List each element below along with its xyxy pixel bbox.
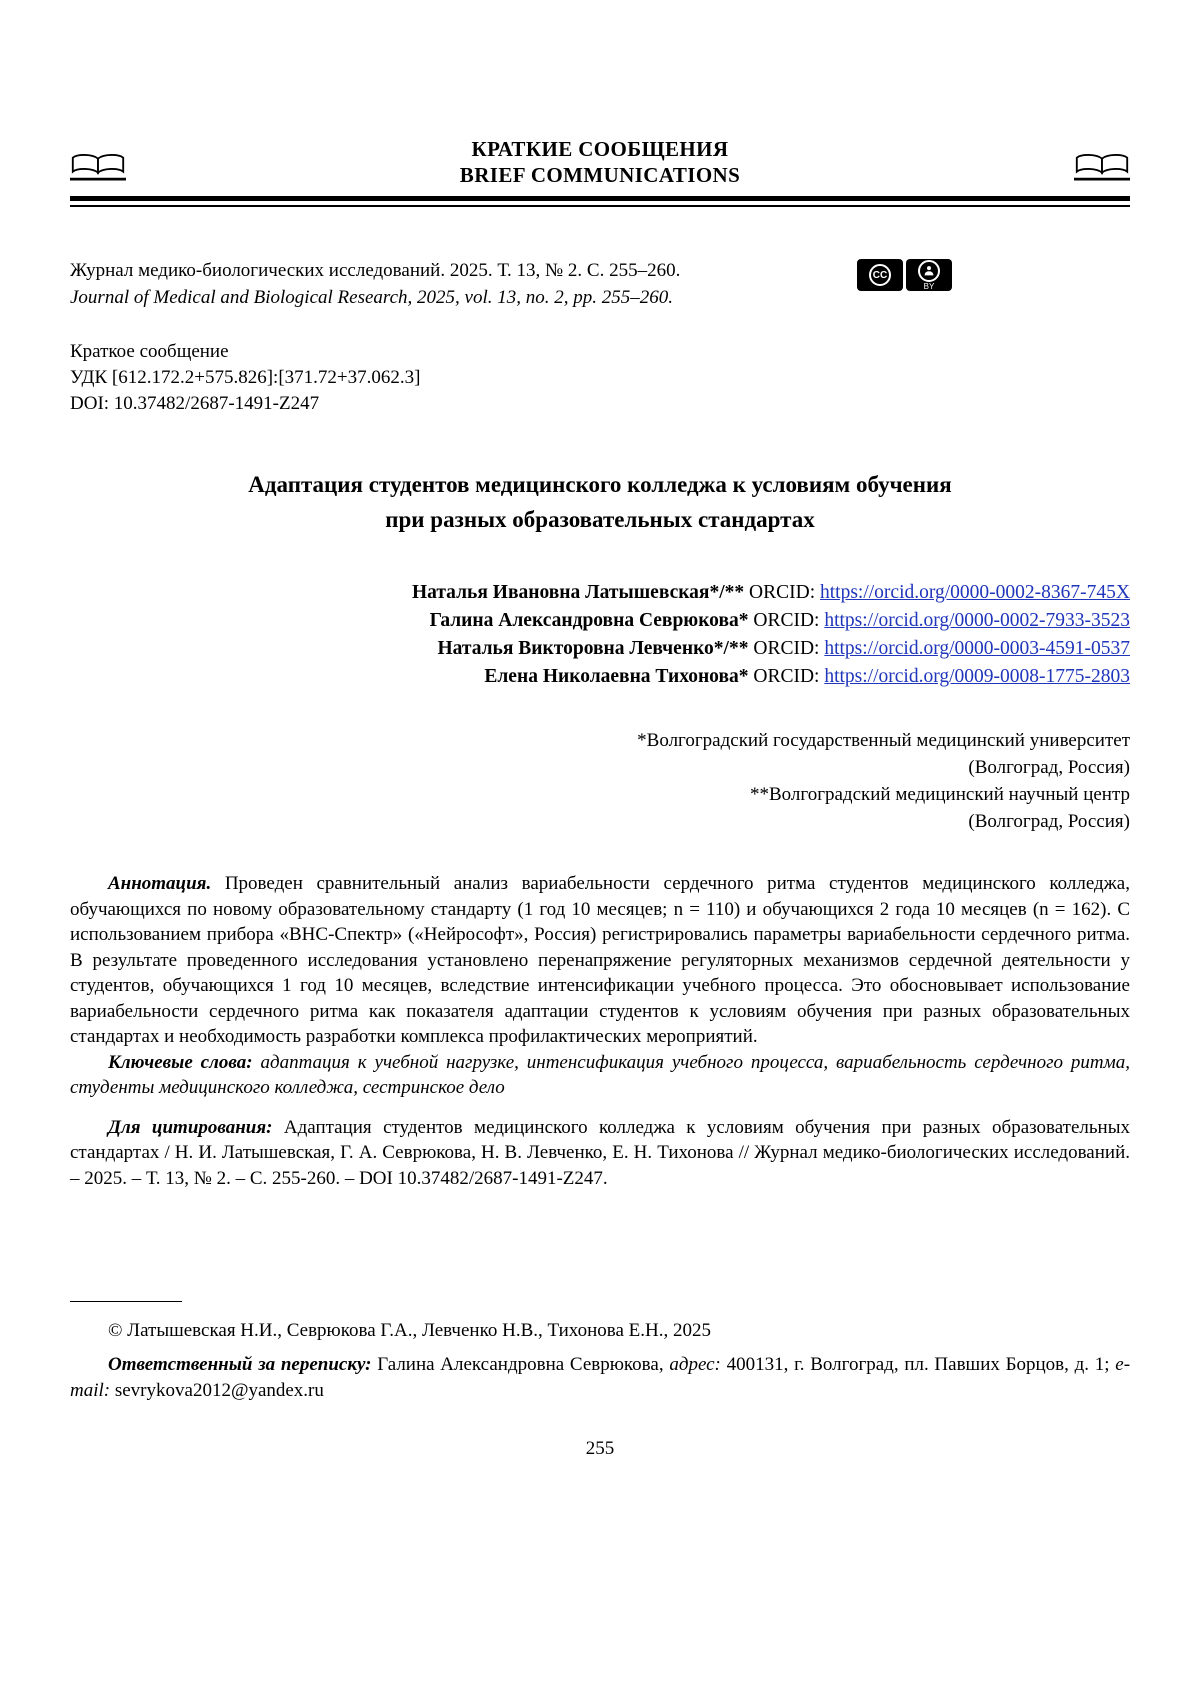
article-title-line2: при разных образовательных стандартах — [385, 507, 815, 532]
open-book-icon — [70, 152, 126, 188]
header-divider — [70, 196, 1130, 207]
citation-label: Для цитирования: — [108, 1116, 273, 1138]
email-value: sevrykova2012@yandex.ru — [114, 1380, 324, 1401]
address-label: адрес: — [669, 1354, 721, 1375]
doi: DOI: 10.37482/2687-1491-Z247 — [70, 393, 320, 414]
orcid-link[interactable]: https://orcid.org/0000-0002-8367-745X — [820, 582, 1130, 603]
page-footer — [70, 1301, 1130, 1460]
for-citation — [70, 1115, 1130, 1192]
author-name: Елена Николаевна Тихонова* — [484, 666, 749, 687]
page-header — [70, 0, 1130, 188]
authors-block — [70, 579, 1130, 691]
cc-by-person-icon — [906, 259, 952, 291]
copyright-line: © Латышевская Н.И., Севрюкова Г.А., Левченко Н.В., Тихонова Е.Н., 2025 — [108, 1320, 711, 1341]
article-title — [70, 467, 1130, 537]
author-line — [70, 579, 1130, 607]
author-name: Галина Александровна Севрюкова* — [429, 610, 749, 631]
orcid-label: ORCID: — [753, 638, 820, 659]
page-number: 255 — [585, 1438, 615, 1459]
affiliation-line: *Волгоградский государственный медицинский университет — [637, 730, 1130, 751]
orcid-link[interactable]: https://orcid.org/0009-0008-1775-2803 — [824, 666, 1130, 687]
orcid-label: ORCID: — [753, 666, 820, 687]
footnote-divider — [70, 1301, 182, 1302]
correspondence-line — [70, 1352, 1130, 1404]
orcid-link[interactable]: https://orcid.org/0000-0002-7933-3523 — [824, 610, 1130, 631]
abstract-label: Аннотация. — [108, 873, 212, 894]
correspondence-label: Ответственный за переписку: — [108, 1354, 372, 1375]
keywords-text: адаптация к учебной нагрузке, интенсификация учебного процесса, вариабельность сердечного ритма, студенты медицинского колледжа, сестринское дело — [70, 1051, 1131, 1098]
open-book-icon — [1074, 152, 1130, 188]
orcid-label: ORCID: — [749, 582, 816, 603]
orcid-link[interactable]: https://orcid.org/0000-0003-4591-0537 — [824, 638, 1130, 659]
by-label: BY — [923, 281, 935, 291]
journal-meta — [70, 257, 1130, 311]
email-label: e-mail: — [70, 1354, 1131, 1401]
orcid-label: ORCID: — [753, 610, 820, 631]
cc-by-license-badge — [857, 259, 952, 291]
section-heading — [126, 136, 1074, 188]
author-line — [70, 635, 1130, 663]
cc-label: CC — [872, 269, 888, 281]
section-heading-ru: КРАТКИЕ СООБЩЕНИЯ — [471, 137, 729, 161]
keywords-label: Ключевые слова: — [108, 1051, 253, 1073]
cc-logo — [857, 259, 903, 291]
author-line — [70, 663, 1130, 691]
affiliation-line: (Волгоград, Россия) — [968, 811, 1130, 832]
udk: УДК [612.172.2+575.826]:[371.72+37.062.3] — [70, 367, 421, 388]
author-line — [70, 607, 1130, 635]
correspondence-name: Галина Александровна Севрюкова, — [377, 1354, 664, 1375]
article-type: Краткое сообщение — [70, 341, 229, 362]
article-meta — [70, 339, 1130, 417]
abstract-text: Проведен сравнительный анализ вариабельности сердечного ритма студентов медицинского колледжа, обучающихся по новому образовательному стандарту (1 год 10 месяцев; n = 110) и обучающихся 2 года 10 месяцев (n = 162). С использованием прибора «ВНС-Спектр» («Нейрософт», Россия) регистрировались параметры вариабельности сердечного ритма. В результате проведенного исследования установлено перенапряжение регуляторных механизмов сердечной деятельности у студентов, обучающихся 1 год 10 месяцев, вследствие интенсификации учебного процесса. Это обосновывает использование вариабельности сердечного ритма как показателя адаптации студентов к условиям обучения при разных образовательных стандартах и необходимость разработки комплекса профилактических мероприятий. — [70, 873, 1130, 1047]
affiliation-line: (Волгоград, Россия) — [968, 757, 1130, 778]
address-value: 400131, г. Волгоград, пл. Павших Борцов, д. 1; — [726, 1354, 1110, 1375]
citation-text: Адаптация студентов медицинского колледжа к условиям обучения при разных образовательных стандартах / Н. И. Латышевская, Г. А. Севрюкова, Н. В. Левченко, Е. Н. Тихонова // Журнал медико-биологических исследований. – 2025. – Т. 13, № 2. – С. 255-260. – DOI 10.37482/2687-1491-Z247. — [70, 1116, 1130, 1189]
affiliation-line: **Волгоградский медицинский научный центр — [749, 784, 1130, 805]
section-heading-en: BRIEF COMMUNICATIONS — [459, 163, 741, 187]
author-name: Наталья Ивановна Латышевская*/** — [411, 582, 745, 603]
journal-citation-en: Journal of Medical and Biological Research, 2025, vol. 13, no. 2, pp. 255–260. — [70, 287, 673, 308]
author-name: Наталья Викторовна Левченко*/** — [437, 638, 749, 659]
affiliations-block — [70, 727, 1130, 835]
keywords — [70, 1050, 1130, 1101]
abstract — [70, 871, 1130, 1050]
article-title-line1: Адаптация студентов медицинского колледжа к условиям обучения — [248, 472, 952, 497]
journal-citation-ru: Журнал медико-биологических исследований. 2025. Т. 13, № 2. С. 255–260. — [70, 260, 681, 281]
